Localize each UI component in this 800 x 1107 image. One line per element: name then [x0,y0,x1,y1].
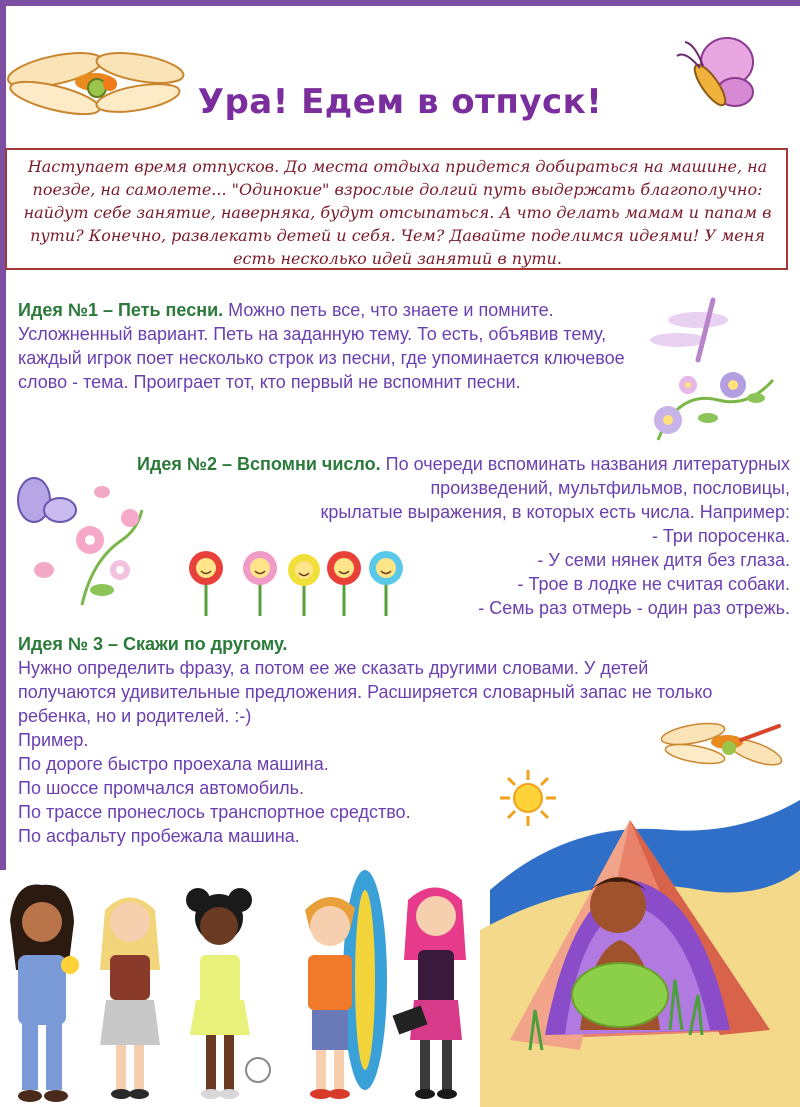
idea-3-example-1: По дороге быстро проехала машина. [18,754,329,774]
idea-3-heading: Идея № 3 – Скажи по другому. [18,634,288,654]
idea-2-line-2: произведений, мультфильмов, пословицы, [430,478,790,498]
idea-3-example-label: Пример. [18,730,89,750]
idea-2-example-4: - Семь раз отмерь - один раз отрежь. [478,598,790,618]
idea-3-text: Нужно определить фразу, а потом ее же сказать другими словами. У детей получаются удивительные предложения. Расширяется словарный запас не только ребенка, но и родителей. :-) [18,658,713,726]
intro-text: Наступает время отпусков. До места отдыха придется добираться на машине, на поезде, на самолете... "Одинокие" взрослые долгий путь выдержать благополучно: найдут себе занятие, наверняка, будут отсыпаться. А что делать мамам и папам в пути? Конечно, развлекать детей и себя. Чем? Давайте поделимся идеями! У меня есть несколько идей занятий в пути. [23,157,772,268]
idea-3-example-2: По шоссе промчался автомобиль. [18,778,305,798]
intro-box [5,148,788,270]
idea-2-example-2: - У семи нянек дитя без глаза. [537,550,790,570]
tent-scene-illustration [470,780,800,1107]
idea-2-line-3: крылатые выражения, в которых есть числа. Например: [320,502,790,522]
children-illustration [0,860,480,1107]
idea-1-paragraph [18,298,633,394]
left-frame-border [0,0,6,870]
idea-2-example-3: - Трое в лодке не считая собаки. [517,574,790,594]
idea-1-heading: Идея №1 – Петь песни. [18,300,224,320]
idea-3-example-4: По асфальту пробежала машина. [18,826,300,846]
idea-2-example-1: - Три поросенка. [651,526,790,546]
smiling-flowers-illustration [188,548,408,618]
page-title: Ура! Едем в отпуск! [197,82,603,122]
dragonfly-small-illustration [655,712,785,777]
butterflies-flowers-illustration [12,470,152,610]
idea-2-heading: Идея №2 – Вспомни число. [137,454,381,474]
top-frame-border [0,0,800,6]
idea-1-text: Можно петь все, что знаете и помните. Усложненный вариант. Петь на заданную тему. То есть, объявив тему, каждый игрок поет несколько строк из песни, где упоминается ключевое слово - тема. Проиграет тот, кто первый не вспомнит песни. [18,300,625,392]
idea-3-example-3: По трассе пронеслось транспортное средство. [18,802,411,822]
idea-2-line-1: Идея №2 – Вспомни число. По очереди вспоминать названия литературных [137,454,790,474]
flower-vine-illustration [638,290,788,450]
